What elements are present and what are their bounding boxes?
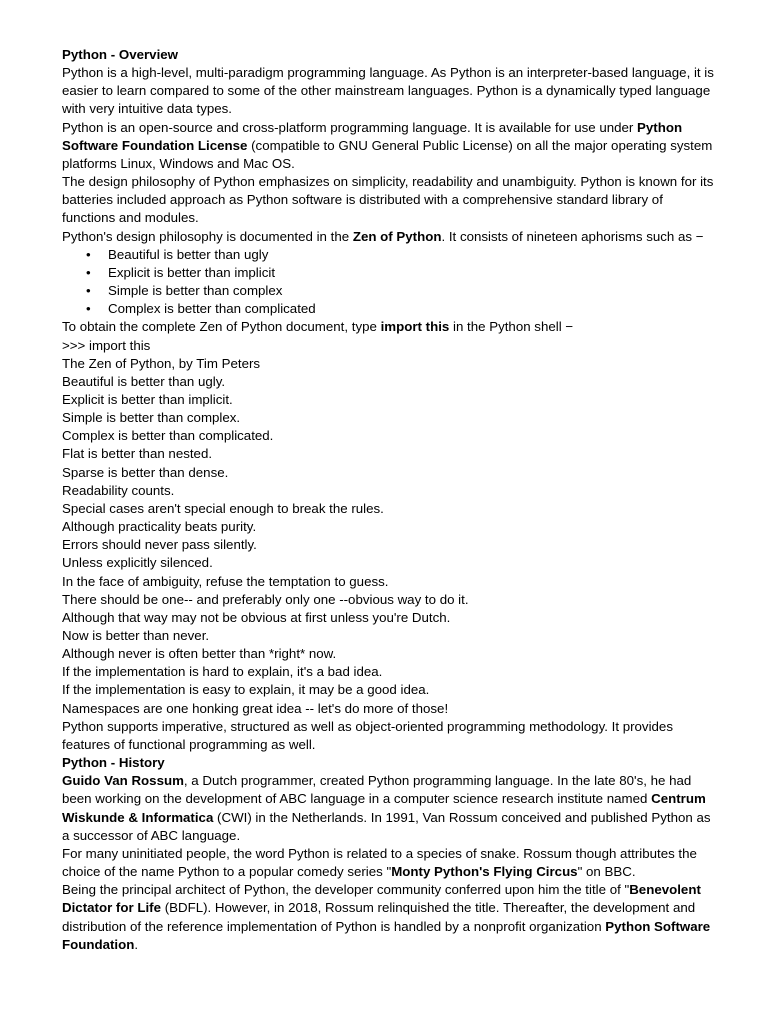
list-item: • Simple is better than complex xyxy=(62,282,714,300)
paragraph-zen-intro xyxy=(62,228,714,246)
text-run: . xyxy=(134,936,139,952)
zen-line: Although practicality beats purity. xyxy=(62,519,257,535)
zen-line: Unless explicitly silenced. xyxy=(62,555,213,571)
list-item: • Complex is better than complicated xyxy=(62,300,714,318)
zen-listing xyxy=(62,337,714,718)
zen-line: Special cases aren't special enough to break the rules. xyxy=(62,500,384,516)
text-run: Python is an open-source and cross-platform programming language. It is available for use under xyxy=(62,119,638,135)
list-item: • Beautiful is better than ugly xyxy=(62,246,714,264)
paragraph-paradigms: Python supports imperative, structured as well as object-oriented programming methodology. It provides features of functional programming as well. xyxy=(62,718,673,752)
zen-line: If the implementation is hard to explain, it's a bad idea. xyxy=(62,664,383,680)
zen-line: Now is better than never. xyxy=(62,628,210,643)
text-run: (compatible to GNU General Public License) on all the major operating system platforms Linux, Windows and Mac OS. xyxy=(62,137,713,171)
paragraph-name-origin xyxy=(62,845,714,881)
text-run: . It consists of nineteen aphorisms such as − xyxy=(441,228,704,244)
paragraph-license xyxy=(62,119,714,173)
text-run: Python's design philosophy is documented in the xyxy=(62,228,353,244)
bold-run: Guido Van Rossum xyxy=(62,773,184,789)
overview-heading: Python - Overview xyxy=(62,47,179,62)
text-run: (CWI) in the Netherlands. In 1991, Van Rossum conceived and published Python as a successor of ABC language. xyxy=(62,809,711,843)
text-run: Being the principal architect of Python, the developer community conferred upon him the title of " xyxy=(62,882,630,898)
history-heading: Python - History xyxy=(62,755,165,771)
document-body xyxy=(62,46,714,954)
zen-line: Complex is better than complicated. xyxy=(62,428,274,444)
zen-line: Sparse is better than dense. xyxy=(62,464,229,480)
list-item: • Explicit is better than implicit xyxy=(62,264,714,282)
bold-run: Python Software Foundation xyxy=(62,918,711,952)
text-run: , a Dutch programmer, created Python programming language. In the late 80's, he had been working on the development of ABC language in a computer science research institute named xyxy=(62,773,692,807)
zen-line: There should be one-- and preferably only one --obvious way to do it. xyxy=(62,591,469,607)
paragraph-import-this xyxy=(62,318,714,336)
zen-line: If the implementation is easy to explain, it may be a good idea. xyxy=(62,682,430,698)
zen-line: Although never is often better than *right* now. xyxy=(62,646,337,662)
bold-run: Monty Python's Flying Circus xyxy=(391,864,578,880)
zen-line: Although that way may not be obvious at first unless you're Dutch. xyxy=(62,609,451,625)
zen-line: Explicit is better than implicit. xyxy=(62,391,233,407)
paragraph-bdfl xyxy=(62,881,714,954)
aphorism-list xyxy=(62,246,714,319)
zen-line: Errors should never pass silently. xyxy=(62,537,257,553)
bold-run: Python Software Foundation License xyxy=(62,119,683,153)
bold-run: Centrum Wiskunde & Informatica xyxy=(62,791,706,825)
text-run: in the Python shell − xyxy=(449,319,574,335)
paragraph-philosophy: The design philosophy of Python emphasizes on simplicity, readability and unambiguity. Python is known for its batteries included approach as Python software is distributed with a comprehensive standard library of functions and modules. xyxy=(62,174,714,226)
zen-line: >>> import this xyxy=(62,337,151,353)
text-run: (BDFL). However, in 2018, Rossum relinquished the title. Thereafter, the development and distribution of the reference implementation of Python is handled by a nonprofit organization xyxy=(62,900,696,934)
bold-run: import this xyxy=(380,319,450,335)
zen-line: Readability counts. xyxy=(62,482,175,498)
text-run: For many uninitiated people, the word Python is related to a species of snake. Rossum though attributes the choice of the name Python to a popular comedy series " xyxy=(62,845,697,880)
text-run: " on BBC. xyxy=(577,864,636,880)
zen-line: Namespaces are one honking great idea -- let's do more of those! xyxy=(62,700,449,716)
paragraph-intro: Python is a high-level, multi-paradigm programming language. As Python is an interpreter-based language, it is easier to learn compared to some of the other mainstream languages. Python is a dynamically typed language with very intuitive data types. xyxy=(62,65,714,117)
zen-line: Flat is better than nested. xyxy=(62,446,213,462)
paragraph-guido xyxy=(62,772,714,845)
bold-run: Benevolent Dictator for Life xyxy=(62,882,701,916)
zen-line: Simple is better than complex. xyxy=(62,410,241,426)
zen-line: The Zen of Python, by Tim Peters xyxy=(62,355,261,371)
zen-line: In the face of ambiguity, refuse the temptation to guess. xyxy=(62,573,389,589)
zen-line: Beautiful is better than ugly. xyxy=(62,373,226,389)
text-run: To obtain the complete Zen of Python document, type xyxy=(62,319,381,335)
bold-run: Zen of Python xyxy=(352,228,442,244)
